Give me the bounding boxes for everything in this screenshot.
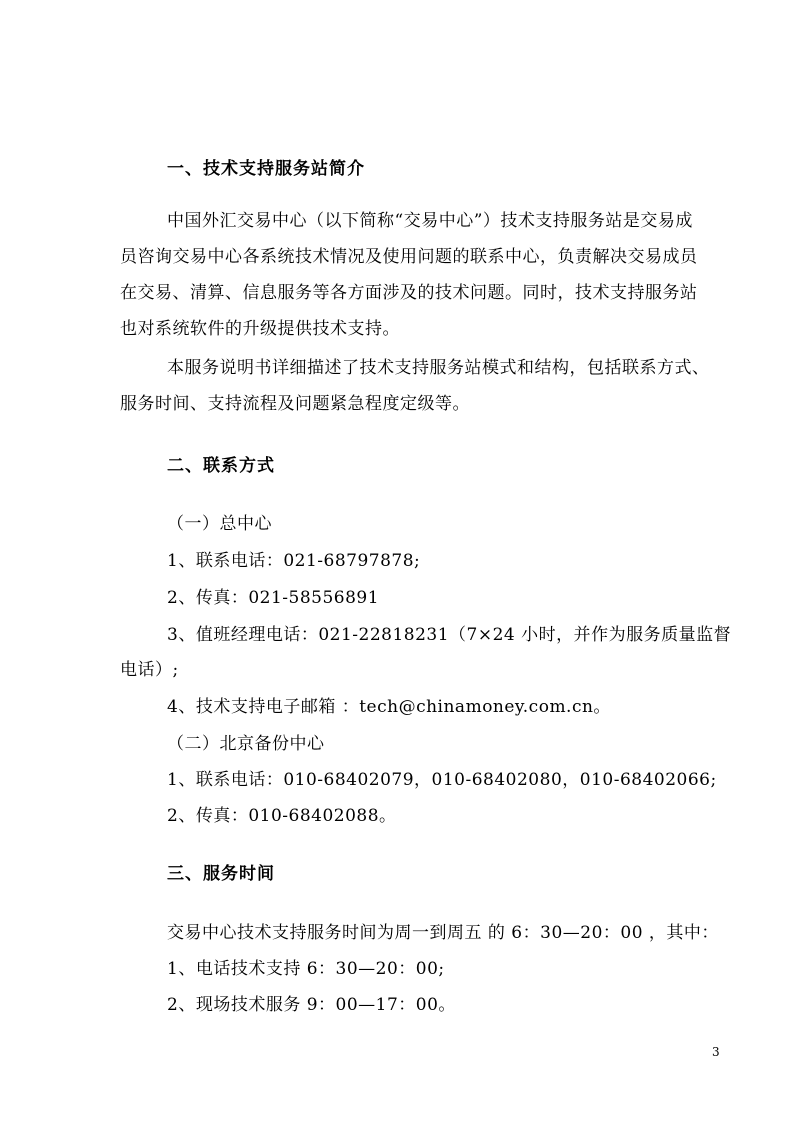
- description-paragraph-line: 服务时间、支持流程及问题紧急程度定级等。: [120, 394, 470, 414]
- service-hours-phone-support: 1、电话技术支持 6：30—20：00;: [167, 959, 445, 979]
- headquarters-duty-manager-phone-cont: 电话）;: [120, 660, 179, 680]
- intro-paragraph-line: 中国外汇交易中心（以下简称“交易中心”）技术支持服务站是交易成: [167, 211, 693, 231]
- service-hours-intro: 交易中心技术支持服务时间为周一到周五 的 6：30—20：00 ，其中：: [167, 923, 719, 943]
- section-heading-intro: 一、技术支持服务站简介: [167, 159, 365, 179]
- headquarters-title: （一）总中心: [167, 514, 272, 534]
- headquarters-duty-manager-phone: 3、值班经理电话：021-22818231（7×24 小时，并作为服务质量监督: [167, 625, 732, 645]
- service-hours-onsite-service: 2、现场技术服务 9：00—17：00。: [167, 995, 456, 1015]
- headquarters-support-email: 4、技术支持电子邮箱 ：tech@chinamoney.com.cn。: [167, 697, 611, 717]
- section-heading-service-hours: 三、服务时间: [167, 864, 275, 884]
- beijing-backup-fax: 2、传真：010-68402088。: [167, 806, 397, 826]
- intro-paragraph-line: 也对系统软件的升级提供技术支持。: [120, 319, 400, 339]
- headquarters-fax: 2、传真：021-58556891: [167, 588, 380, 608]
- beijing-backup-phone: 1、联系电话：010-68402079，010-68402080，010-68402066;: [167, 770, 717, 790]
- beijing-backup-title: （二）北京备份中心: [167, 734, 325, 754]
- section-heading-contact: 二、联系方式: [167, 456, 275, 476]
- headquarters-phone: 1、联系电话：021-68797878;: [167, 551, 421, 571]
- intro-paragraph-line: 员咨询交易中心各系统技术情况及使用问题的联系中心，负责解决交易成员: [120, 247, 698, 267]
- page-number: 3: [712, 1045, 720, 1059]
- intro-paragraph-line: 在交易、清算、信息服务等各方面涉及的技术问题。同时，技术支持服务站: [120, 283, 698, 303]
- description-paragraph-line: 本服务说明书详细描述了技术支持服务站模式和结构，包括联系方式、: [167, 358, 710, 378]
